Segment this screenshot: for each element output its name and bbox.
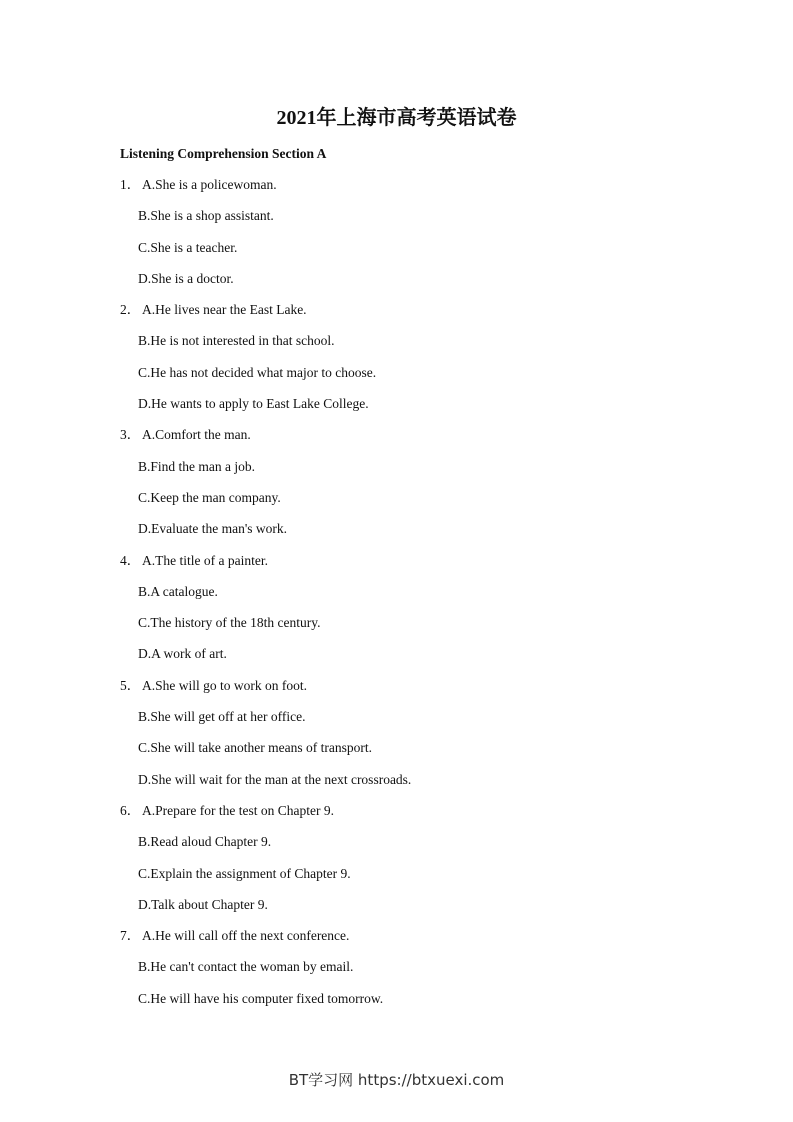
- option-c: C.The history of the 18th century.: [138, 615, 321, 631]
- option-d: D.She is a doctor.: [138, 270, 234, 286]
- option-b: B.Read aloud Chapter 9.: [138, 834, 272, 850]
- question-1: [120, 176, 720, 207]
- option-b: B.She is a shop assistant.: [138, 208, 274, 224]
- option-a: A.Prepare for the test on Chapter 9.: [142, 802, 334, 818]
- option-a: A.She will go to work on foot.: [142, 677, 307, 693]
- question-list: [120, 176, 720, 1021]
- page-title: 2021年上海市高考英语试卷: [276, 107, 517, 129]
- option-a: A.Comfort the man.: [142, 427, 251, 443]
- option-d: D.He wants to apply to East Lake College.: [138, 396, 369, 412]
- option-a: A.He lives near the East Lake.: [142, 302, 307, 318]
- option-a: A.The title of a painter.: [142, 552, 268, 568]
- option-a: A.He will call off the next conference.: [142, 928, 350, 944]
- option-b: B.He is not interested in that school.: [138, 333, 335, 349]
- option-d: D.She will wait for the man at the next crossroads.: [138, 771, 412, 787]
- footer-watermark: BT学习网 https://btxuexi.com: [288, 1071, 505, 1089]
- option-d: D.A work of art.: [138, 646, 227, 662]
- option-d: D.Talk about Chapter 9.: [138, 896, 268, 912]
- option-c: C.She will take another means of transport.: [138, 740, 372, 756]
- question-number: 2．: [120, 302, 141, 318]
- question-number: 5．: [120, 677, 141, 693]
- option-c: C.He will have his computer fixed tomorrow.: [138, 990, 384, 1006]
- question-3: [120, 426, 720, 457]
- question-number: 4．: [120, 552, 141, 568]
- option-c: C.She is a teacher.: [138, 239, 238, 255]
- option-c: C.Keep the man company.: [138, 489, 281, 505]
- option-b: B.Find the man a job.: [138, 458, 255, 474]
- question-number: 7．: [120, 928, 141, 944]
- option-b: B.She will get off at her office.: [138, 709, 306, 725]
- option-b: B.A catalogue.: [138, 583, 218, 599]
- question-7: [120, 927, 720, 958]
- question-number: 3．: [120, 427, 141, 443]
- question-6: [120, 802, 720, 833]
- option-c: C.He has not decided what major to choose.: [138, 364, 377, 380]
- option-d: D.Evaluate the man's work.: [138, 521, 288, 537]
- option-c: C.Explain the assignment of Chapter 9.: [138, 865, 351, 881]
- section-heading: Listening Comprehension Section A: [120, 146, 327, 161]
- question-number: 6．: [120, 802, 141, 818]
- question-number: 1．: [120, 177, 141, 192]
- question-5: [120, 677, 720, 708]
- question-2: [120, 301, 720, 332]
- question-4: [120, 552, 720, 583]
- option-b: B.He can't contact the woman by email.: [138, 959, 354, 975]
- option-a: A.She is a policewoman.: [142, 177, 277, 192]
